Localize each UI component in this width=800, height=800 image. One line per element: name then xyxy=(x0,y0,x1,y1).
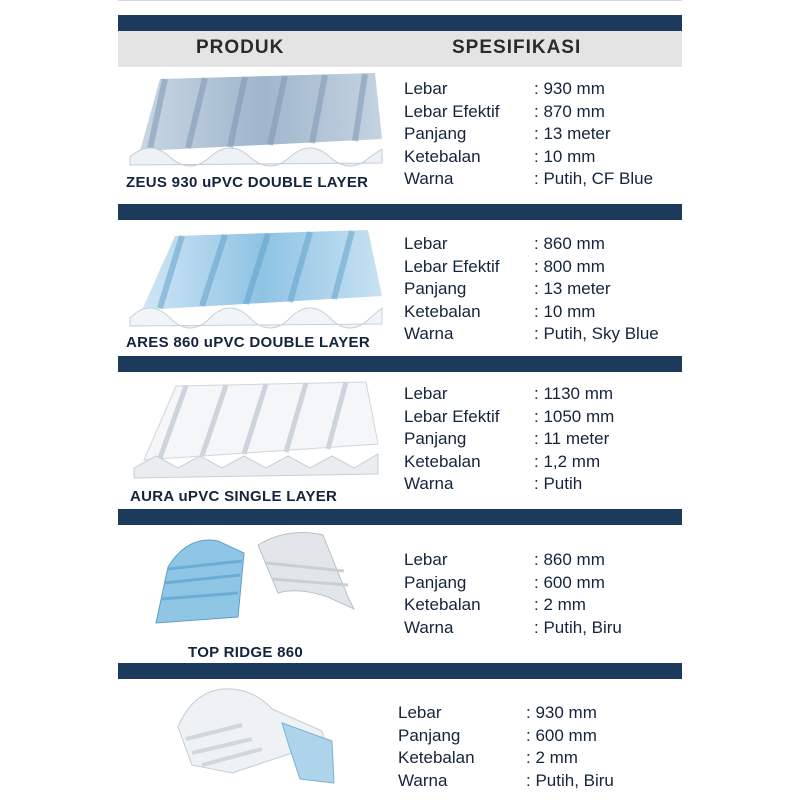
navy-bar xyxy=(118,15,682,31)
spec-value: : 930 mm xyxy=(526,703,597,722)
top-divider xyxy=(118,0,682,1)
spec-label: Lebar xyxy=(398,703,442,722)
spec-value: : Putih xyxy=(534,474,583,494)
spec-value: : 13 meter xyxy=(534,279,611,299)
ares-roof-sheet-image xyxy=(120,226,390,330)
spec-label: Ketebalan xyxy=(398,748,475,768)
zeus-roof-sheet-image xyxy=(120,69,390,169)
spec-value: : 13 meter xyxy=(534,124,611,144)
spec-value: : 2 mm xyxy=(534,595,586,615)
spec-label: Lebar xyxy=(404,79,448,98)
aura-roof-sheet-image xyxy=(126,378,386,482)
spec-label: Ketebalan xyxy=(404,451,481,471)
navy-bar xyxy=(118,204,682,220)
spec-value: : 860 mm xyxy=(534,550,605,569)
spec-value: : 2 mm xyxy=(526,748,578,768)
spec-label: Lebar Efektif xyxy=(404,406,500,426)
spec-label: Lebar xyxy=(404,550,448,569)
spec-value: : 600 mm xyxy=(534,572,605,592)
spec-value: : 1130 mm xyxy=(534,384,614,403)
spec-label: Ketebalan xyxy=(404,146,481,166)
spec-label: Warna xyxy=(404,474,454,494)
spec-label: Warna xyxy=(404,324,454,344)
product-row-top-ridge xyxy=(118,525,682,663)
navy-bar xyxy=(118,509,682,525)
spec-label: Lebar Efektif xyxy=(404,256,500,276)
product-name: ARES 860 uPVC DOUBLE LAYER xyxy=(126,334,370,351)
spec-value: : 10 mm xyxy=(534,146,596,166)
spec-column-header: SPESIFIKASI xyxy=(452,37,582,58)
table-header xyxy=(118,31,682,67)
spec-value: : 860 mm xyxy=(534,234,605,253)
spec-value: : 800 mm xyxy=(534,256,605,276)
product-row-ares xyxy=(118,220,682,356)
spec-label: Lebar xyxy=(404,384,448,403)
spec-value: : 1050 mm xyxy=(534,406,615,426)
product-row-aura xyxy=(118,372,682,509)
spec-value: : Putih, CF Blue xyxy=(534,169,654,189)
spec-value: : Putih, Biru xyxy=(526,770,614,790)
product-name: ZEUS 930 uPVC DOUBLE LAYER xyxy=(126,174,369,191)
spec-value: : Putih, Biru xyxy=(534,617,622,637)
spec-label: Lebar xyxy=(404,234,448,253)
spec-label: Panjang xyxy=(404,124,467,144)
spec-label: Panjang xyxy=(398,725,461,745)
product-name: AURA uPVC SINGLE LAYER xyxy=(130,488,338,505)
spec-value: : 11 meter xyxy=(534,429,610,449)
navy-bar xyxy=(118,356,682,372)
spec-label: Panjang xyxy=(404,429,467,449)
ridge-930-image xyxy=(172,683,338,793)
navy-bar xyxy=(118,663,682,679)
spec-label: Warna xyxy=(404,617,454,637)
spec-label: Warna xyxy=(398,770,448,790)
spec-label: Panjang xyxy=(404,572,467,592)
spec-label: Warna xyxy=(404,169,454,189)
spec-value: : 600 mm xyxy=(526,725,597,745)
product-row-ridge-930 xyxy=(118,679,682,800)
spec-label: Ketebalan xyxy=(404,595,481,615)
product-row-zeus xyxy=(118,67,682,204)
spec-value: : Putih, Sky Blue xyxy=(534,324,659,344)
spec-value: : 1,2 mm xyxy=(534,451,601,471)
spec-label: Lebar Efektif xyxy=(404,101,500,121)
spec-label: Panjang xyxy=(404,279,467,299)
spec-label: Ketebalan xyxy=(404,301,481,321)
spec-value: : 10 mm xyxy=(534,301,596,321)
spec-value: : 930 mm xyxy=(534,79,605,98)
product-column-header: PRODUK xyxy=(196,37,285,58)
top-ridge-image xyxy=(148,527,368,629)
product-name: TOP RIDGE 860 xyxy=(188,644,304,661)
spec-value: : 870 mm xyxy=(534,101,605,121)
